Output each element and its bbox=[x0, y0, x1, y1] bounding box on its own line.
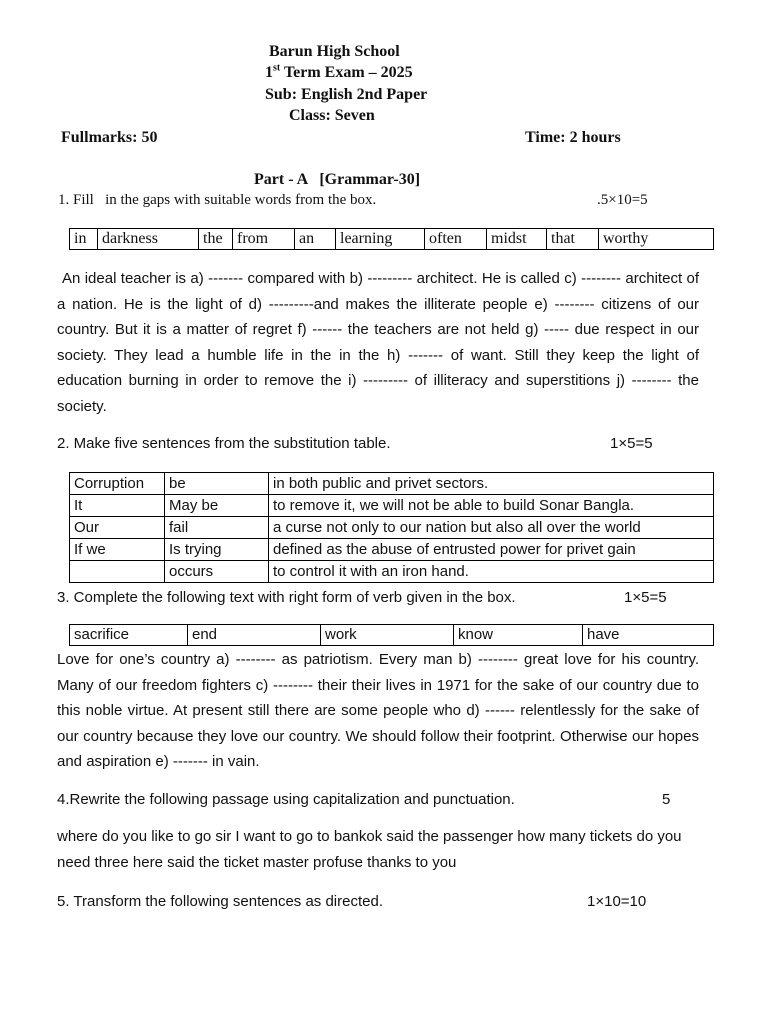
table-cell: If we bbox=[70, 539, 165, 561]
word-box-cell: from bbox=[233, 229, 295, 250]
table-row bbox=[70, 539, 714, 561]
class-line: Class: Seven bbox=[289, 107, 375, 124]
verb-box-cell: work bbox=[321, 625, 454, 646]
word-box-cell: in bbox=[70, 229, 98, 250]
table-cell: occurs bbox=[165, 561, 269, 583]
word-box-cell: that bbox=[547, 229, 599, 250]
table-cell: May be bbox=[165, 495, 269, 517]
q3-prompt: 3. Complete the following text with right form of verb given in the box. bbox=[57, 589, 516, 606]
word-box-cell: learning bbox=[336, 229, 425, 250]
q1-passage: An ideal teacher is a) ------- compared with b) --------- architect. He is called c) -------- architect of a nation. He is the light of d) ---------and makes the illiterate people e) -------- citizens of our country. But it is a matter of regret f) ------ the teachers are not held g) ----- due respect in our society. They lead a humble life in the in the h) ------- of want. Still they keep the light of education burning in order to remove the i) --------- of illiteracy and superstitions j) -------- the society. bbox=[57, 270, 699, 415]
subject-line: Sub: English 2nd Paper bbox=[265, 86, 428, 103]
word-box-cell: the bbox=[199, 229, 233, 250]
table-row bbox=[70, 495, 714, 517]
q5-marks: 1×10=10 bbox=[587, 893, 647, 910]
table-cell: fail bbox=[165, 517, 269, 539]
part-a-title: Part - A [Grammar-30] bbox=[254, 171, 421, 188]
word-box-cell: worthy bbox=[599, 229, 714, 250]
table-cell: to control it with an iron hand. bbox=[269, 561, 714, 583]
table-cell: defined as the abuse of entrusted power for privet gain bbox=[269, 539, 714, 561]
q2-marks: 1×5=5 bbox=[610, 435, 653, 452]
verb-box bbox=[69, 624, 714, 646]
table-cell: Our bbox=[70, 517, 165, 539]
q4-passage: where do you like to go sir I want to go to bankok said the passenger how many tickets do you need three here said the ticket master profuse thanks to you bbox=[57, 828, 682, 871]
table-row bbox=[70, 517, 714, 539]
word-box bbox=[69, 228, 714, 250]
verb-box-cell: have bbox=[583, 625, 714, 646]
word-box-row bbox=[70, 229, 714, 250]
q3-passage: Love for one’s country a) -------- as patriotism. Every man b) -------- great love for his country. Many of our freedom fighters c) -------- their their lives in 1971 for the sake of our country due to this noble virtue. At present still there are some people who d) ------ relentlessly for the sake of our country because they love our country. We should follow their footprint. Otherwise our hopes and aspiration e) ------- in vain. bbox=[57, 651, 699, 770]
table-cell: be bbox=[165, 473, 269, 495]
table-cell bbox=[70, 561, 165, 583]
verb-box-cell: sacrifice bbox=[70, 625, 188, 646]
q2-prompt: 2. Make five sentences from the substitution table. bbox=[57, 435, 391, 452]
table-cell: in both public and privet sectors. bbox=[269, 473, 714, 495]
word-box-cell: darkness bbox=[98, 229, 199, 250]
time-allowed: Time: 2 hours bbox=[525, 129, 621, 146]
substitution-table bbox=[69, 472, 714, 583]
word-box-cell: often bbox=[425, 229, 487, 250]
q3-marks: 1×5=5 bbox=[624, 589, 667, 606]
q4-prompt: 4.Rewrite the following passage using capitalization and punctuation. bbox=[57, 791, 515, 808]
exam-title: 1st Term Exam – 2025 bbox=[265, 62, 413, 81]
table-cell: It bbox=[70, 495, 165, 517]
fullmarks: Fullmarks: 50 bbox=[61, 129, 158, 146]
table-cell: to remove it, we will not be able to build Sonar Bangla. bbox=[269, 495, 714, 517]
school-name: Barun High School bbox=[269, 43, 400, 60]
q1-marks: .5×10=5 bbox=[597, 192, 648, 208]
verb-box-cell: know bbox=[454, 625, 583, 646]
q1-prompt: 1. Fill in the gaps with suitable words from the box. bbox=[58, 192, 377, 208]
verb-box-cell: end bbox=[188, 625, 321, 646]
table-cell: Is trying bbox=[165, 539, 269, 561]
table-cell: Corruption bbox=[70, 473, 165, 495]
word-box-cell: an bbox=[295, 229, 336, 250]
table-row bbox=[70, 473, 714, 495]
table-cell: a curse not only to our nation but also all over the world bbox=[269, 517, 714, 539]
q5-prompt: 5. Transform the following sentences as directed. bbox=[57, 893, 384, 910]
table-row bbox=[70, 561, 714, 583]
verb-box-row bbox=[70, 625, 714, 646]
q4-marks: 5 bbox=[662, 791, 671, 808]
word-box-cell: midst bbox=[487, 229, 547, 250]
